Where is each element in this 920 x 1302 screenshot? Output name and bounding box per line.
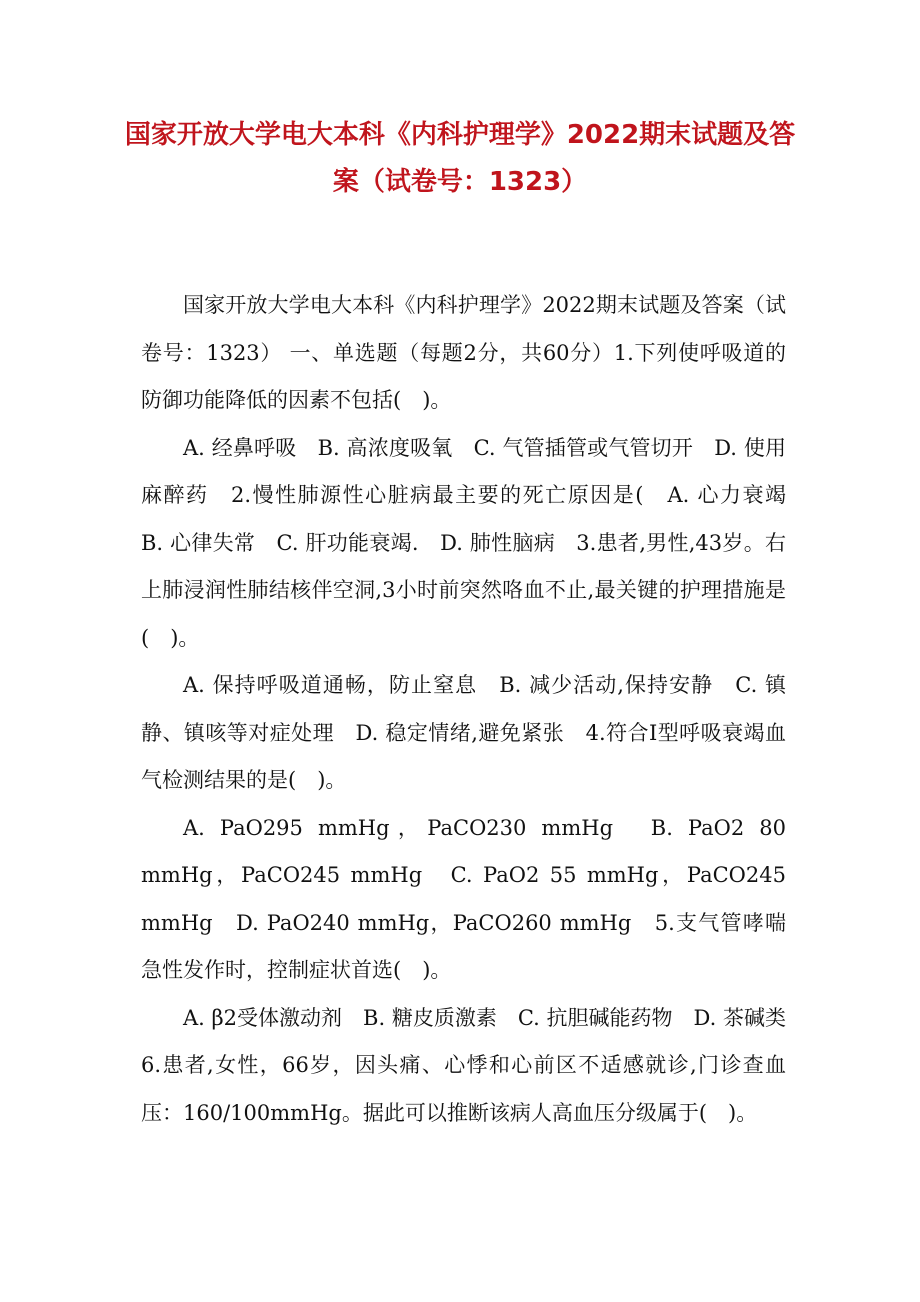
paragraph-q3-options-q4: A. 保持呼吸道通畅，防止窒息 B. 减少活动,保持安静 C. 镇静、镇咳等对症处理 D. 稳定情绪,避免紧张 4.符合Ⅰ型呼吸衰竭血气检测结果的是( )。	[141, 673, 786, 792]
paragraph-q1-options-q2-q3: A. 经鼻呼吸 B. 高浓度吸氧 C. 气管插管或气管切开 D. 使用麻醉药 2.慢性肺源性心脏病最主要的死亡原因是( A. 心力衰竭 B. 心律失常 C. 肝功能衰竭. D. 肺性脑病 3.患者,男性,43岁。右上肺浸润性肺结核伴空洞,3小时前突然咯血不止,最关键的护理措施是( )。	[141, 435, 807, 650]
paragraph-q5-options-q6: A. β2受体激动剂 B. 糖皮质激素 C. 抗胆碱能药物 D. 茶碱类 6.患者,女性，66岁，因头痛、心悸和心前区不适感就诊,门诊查血压：160/100mmHg。据此可以推断该病人高血压分级属于( )。	[141, 1005, 807, 1125]
paragraph-intro-q1: 国家开放大学电大本科《内科护理学》2022期末试题及答案（试卷号：1323） 一、单选题（每题2分，共60分）1.下列使呼吸道的防御功能降低的因素不包括( )。	[141, 293, 786, 412]
document-title: 国家开放大学电大本科《内科护理学》2022期末试题及答案（试卷号：1323）	[124, 120, 796, 197]
document-body	[141, 282, 807, 1137]
paragraph-q4-options-q5: A. PaO295 mmHg，PaCO230 mmHg B. PaO2 80 mmHg，PaCO245 mmHg C. PaO2 55 mmHg，PaCO245 mmHg D. PaO240 mmHg，PaCO260 mmHg 5.支气管哮喘急性发作时，控制症状首选( )。	[141, 815, 786, 982]
